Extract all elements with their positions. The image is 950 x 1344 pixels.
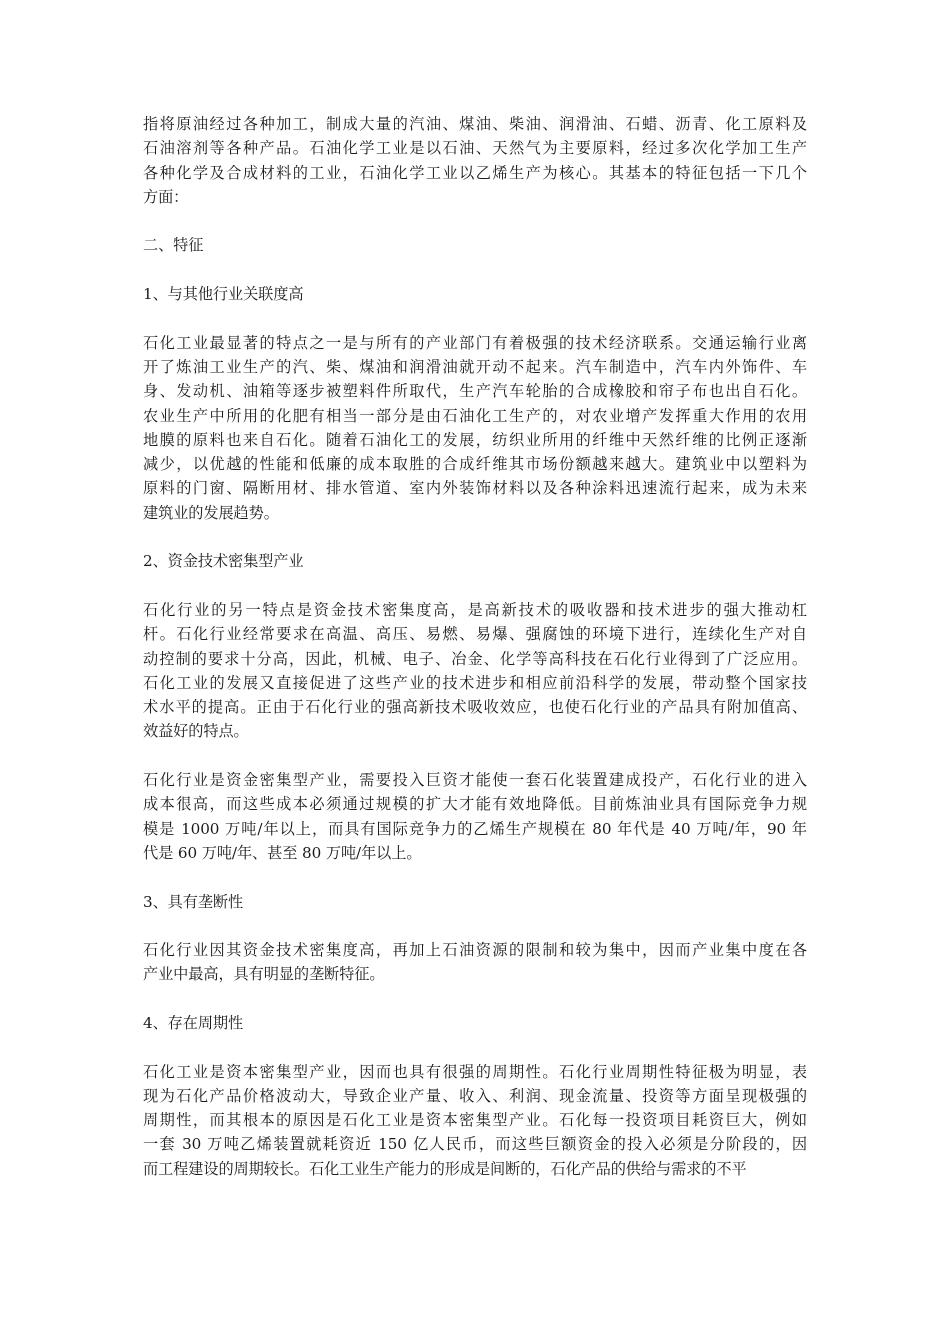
text-line: 成本很高，而这些成本必须通过规模的扩大才能有效地降低。目前炼油业具有国际竞争力规: [143, 795, 807, 814]
section-heading: 4、存在周期性: [143, 1013, 244, 1032]
text-line: 指将原油经过各种加工，制成大量的汽油、煤油、柴油、润滑油、石蜡、沥青、化工原料及: [143, 115, 807, 133]
text-line: 减少，以优越的性能和低廉的成本取胜的合成纤维其市场份额越来越大。建筑业中以塑料为: [143, 455, 807, 474]
text-line: 一套 30 万吨乙烯装置就耗资近 150 亿人民币，而这些巨额资金的投入必须是分阶段的，因: [143, 1135, 807, 1154]
paragraph: [143, 938, 807, 987]
section-heading: 二、特征: [143, 236, 204, 255]
text-line: 石化工业的发展又直接促进了这些产业的技术进步和相应前沿科学的发展，带动整个国家技: [143, 673, 807, 692]
text-line: 周期性，而其根本的原因是石化工业是资本密集型产业。石化每一投资项目耗资巨大，例如: [143, 1111, 807, 1130]
text-line: 现为石化产品价格波动大，导致企业产量、收入、利润、现金流量、投资等方面呈现极强的: [143, 1086, 807, 1105]
text-line: 农业生产中所用的化肥有相当一部分是由石油化工生产的，对农业增产发挥重大作用的农用: [143, 406, 807, 425]
paragraph: [143, 1060, 807, 1181]
text-line: 动控制的要求十分高，因此，机械、电子、冶金、化学等高科技在石化行业得到了广泛应用。: [143, 649, 807, 668]
text-line: 石化工业最显著的特点之一是与所有的产业部门有着极强的技术经济联系。交通运输行业离: [143, 333, 807, 352]
text-line: 原料的门窗、隔断用材、排水管道、室内外装饰材料以及各种涂料迅速流行起来，成为未来: [143, 479, 807, 498]
paragraph: [143, 112, 807, 209]
document-body: [143, 112, 807, 1205]
text-line: 石化行业因其资金技术密集度高，再加上石油资源的限制和较为集中，因而产业集中度在各: [143, 941, 807, 960]
text-line: 地膜的原料也来自石化。随着石油化工的发展，纺织业所用的纤维中天然纤维的比例正逐渐: [143, 430, 807, 449]
text-line: 代是 60 万吨/年、甚至 80 万吨/年以上。: [143, 843, 422, 862]
paragraph: [143, 768, 807, 865]
section-heading: 3、具有垄断性: [143, 892, 244, 911]
text-line: 杆。石化行业经常要求在高温、高压、易燃、易爆、强腐蚀的环境下进行，连续化生产对自: [143, 625, 807, 644]
section-heading: 1、与其他行业关联度高: [143, 285, 304, 304]
text-line: 身、发动机、油箱等逐步被塑料件所取代，生产汽车轮胎的合成橡胶和帘子布也出自石化。: [143, 382, 807, 401]
text-line: 产业中最高，具有明显的垄断特征。: [143, 965, 385, 984]
text-line: 石油溶剂等各种产品。石油化学工业是以石油、天然气为主要原料，经过多次化学加工生产: [143, 139, 807, 158]
paragraph: [143, 331, 807, 525]
text-line: 开了炼油工业生产的汽、柴、煤油和润滑油就开动不起来。汽车制造中，汽车内外饰件、车: [143, 357, 807, 376]
text-line: 石化行业的另一特点是资金技术密集度高，是高新技术的吸收器和技术进步的强大推动杠: [143, 600, 807, 619]
text-line: 方面：: [143, 187, 189, 206]
text-line: 建筑业的发展趋势。: [143, 503, 279, 522]
text-line: 各种化学及合成材料的工业，石油化学工业以乙烯生产为核心。其基本的特征包括一下几个: [143, 163, 807, 182]
section-heading: 2、资金技术密集型产业: [143, 552, 304, 571]
paragraph: [143, 598, 807, 744]
text-line: 模是 1000 万吨/年以上，而具有国际竞争力的乙烯生产规模在 80 年代是 40 万吨/年，90 年: [143, 819, 807, 838]
text-line: 术水平的提高。正由于石化行业的强高新技术吸收效应，也使石化行业的产品具有附加值高、: [143, 698, 807, 717]
text-line: 石化工业是资本密集型产业，因而也具有很强的周期性。石化行业周期性特征极为明显，表: [143, 1062, 807, 1081]
text-line: 石化行业是资金密集型产业，需要投入巨资才能使一套石化装置建成投产，石化行业的进入: [143, 771, 807, 790]
text-line: 而工程建设的周期较长。石化工业生产能力的形成是间断的，石化产品的供给与需求的不平: [143, 1159, 747, 1178]
text-line: 效益好的特点。: [143, 722, 249, 741]
